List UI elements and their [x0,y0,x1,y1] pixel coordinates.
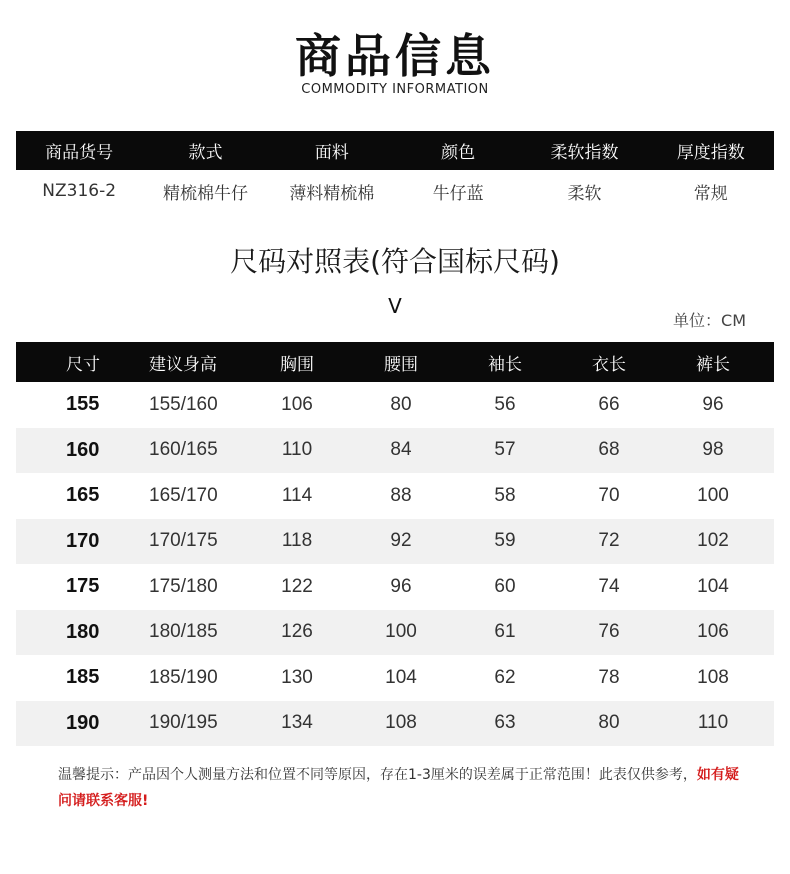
size-cell: 155 [66,393,100,416]
table-cell: 84 [390,439,412,461]
table-cell: 165/170 [149,484,218,506]
table-cell: 155/160 [149,393,218,415]
info-value-cell: 常规 [693,183,728,204]
table-cell: 180/185 [149,621,218,643]
note-body: 温馨提示：产品因个人测量方法和位置不同等原因，存在1-3厘米的误差属于正常范围！此表仅供参考， [58,767,697,783]
note-text [58,762,748,814]
info-header-cell: 面料 [314,143,349,163]
size-cell: 190 [66,711,100,734]
unit-label: 单位：CM [673,311,746,330]
info-header-cell: 柔软指数 [550,143,619,163]
table-cell: 76 [598,621,620,643]
page-title: 商品信息 [295,29,495,83]
size-cell: 165 [66,484,100,507]
table-cell: 170/175 [149,530,218,552]
table-row [16,655,774,701]
table-cell: 63 [494,712,516,734]
table-cell: 74 [598,575,620,597]
table-cell: 98 [702,439,724,461]
info-header-cell: 款式 [188,143,223,163]
info-header-cell: 颜色 [441,143,476,163]
table-cell: 68 [598,439,620,461]
table-cell: 130 [281,666,313,688]
table-row [16,564,774,610]
table-cell: 60 [494,575,516,597]
table-cell: 122 [281,575,313,597]
info-value-cell: 精梳棉牛仔 [162,183,248,204]
table-cell: 110 [281,439,313,461]
size-table-header [16,342,774,382]
table-cell: 80 [390,393,412,415]
info-value-cell: 薄料精梳棉 [289,183,375,204]
size-header-cell: 裤长 [696,354,730,375]
chevron-down-icon: V [388,294,402,318]
table-cell: 58 [494,484,516,506]
size-header-cell: 衣长 [592,354,626,375]
info-header-cell: 厚度指数 [676,143,745,163]
table-cell: 126 [281,621,313,643]
table-cell: 110 [697,712,729,734]
info-value-cell: 柔软 [567,183,602,204]
info-value-cell: NZ316-2 [42,181,117,201]
table-cell: 160/165 [149,439,218,461]
size-header-cell: 尺寸 [66,354,100,375]
table-cell: 100 [697,484,729,506]
table-row [16,473,774,519]
table-cell: 108 [697,666,729,688]
table-cell: 100 [385,621,417,643]
table-cell: 114 [281,484,313,506]
size-cell: 185 [66,666,100,689]
size-header-cell: 建议身高 [149,354,217,375]
table-cell: 106 [281,393,313,415]
table-cell: 190/195 [149,712,218,734]
table-cell: 78 [598,666,620,688]
table-row [16,610,774,656]
table-cell: 118 [281,530,313,552]
table-cell: 96 [702,393,724,415]
table-cell: 80 [598,712,620,734]
table-cell: 92 [390,530,412,552]
size-cell: 160 [66,438,100,461]
table-cell: 175/180 [149,575,218,597]
table-row [16,382,774,428]
table-cell: 104 [385,666,417,688]
info-header-bar [16,131,774,170]
table-cell: 66 [598,393,620,415]
table-cell: 102 [697,530,729,552]
table-cell: 70 [598,484,620,506]
table-cell: 72 [598,530,620,552]
size-header-cell: 胸围 [280,354,314,375]
table-cell: 61 [494,621,516,643]
size-chart-title: 尺码对照表(符合国标尺码) [230,245,560,278]
table-row [16,428,774,474]
table-cell: 134 [281,712,313,734]
note-highlight: 如有疑问请联系客服! [58,767,739,809]
page-subtitle: COMMODITY INFORMATION [301,82,489,97]
size-header-cell: 腰围 [384,354,418,375]
size-cell: 170 [66,529,100,552]
table-cell: 88 [390,484,412,506]
table-cell: 96 [390,575,412,597]
table-cell: 62 [494,666,516,688]
table-cell: 59 [494,530,516,552]
size-table-body [16,382,774,746]
info-values-row [16,172,774,210]
size-cell: 175 [66,575,100,598]
table-cell: 185/190 [149,666,218,688]
table-cell: 106 [697,621,729,643]
table-row [16,519,774,565]
size-header-cell: 袖长 [488,354,522,375]
table-cell: 57 [494,439,516,461]
table-cell: 56 [494,393,516,415]
table-cell: 104 [697,575,729,597]
info-header-cell: 商品货号 [45,143,114,163]
info-value-cell: 牛仔蓝 [432,183,484,204]
table-cell: 108 [385,712,417,734]
size-cell: 180 [66,620,100,643]
table-row [16,701,774,747]
